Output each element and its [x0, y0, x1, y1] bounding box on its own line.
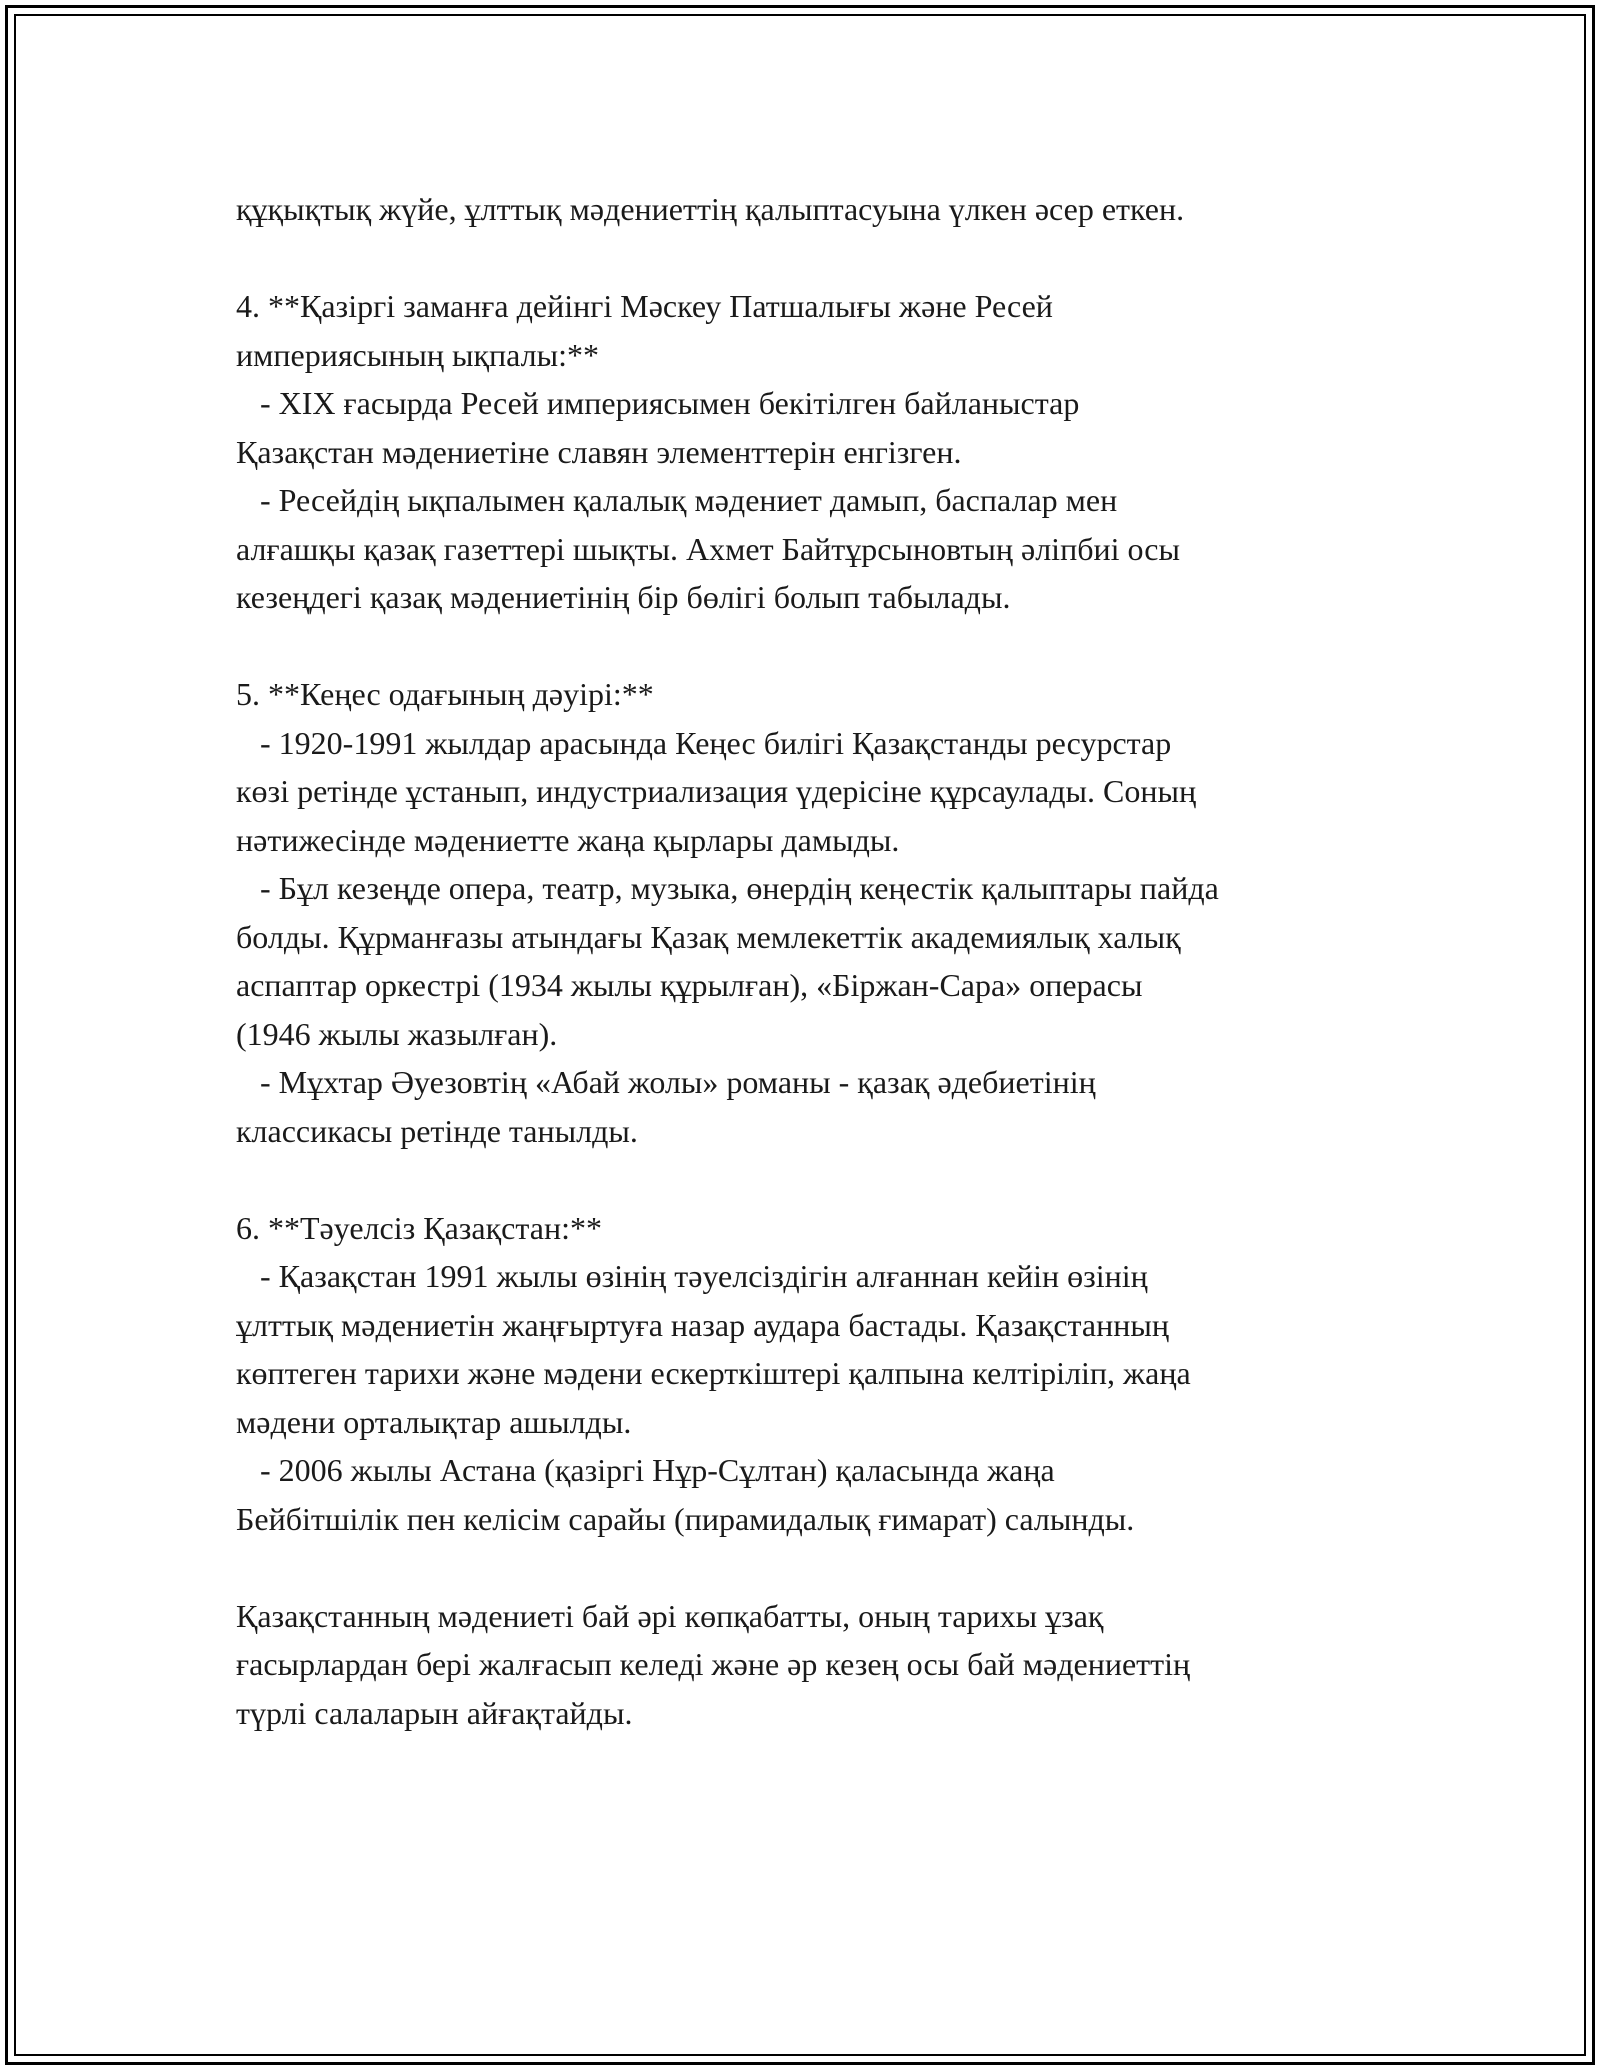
- text-line: Қазақстан мәдениетіне славян элементтерін енгізген.: [236, 433, 962, 470]
- text-line: Бейбітшілік пен келісім сарайы (пирамидалық ғимарат) салынды.: [236, 1500, 1135, 1537]
- text-line: алғашқы қазақ газеттері шықты. Ахмет Байтұрсыновтың әліпбиі осы: [236, 530, 1180, 567]
- text-line: құқықтық жүйе, ұлттық мәдениеттің қалыптасуына үлкен әсер еткен.: [236, 191, 1185, 227]
- blank-line: [236, 1155, 1386, 1204]
- text-line: (1946 жылы жазылған).: [236, 1015, 558, 1052]
- document-body: [236, 185, 1386, 1737]
- blank-line: [236, 234, 1386, 283]
- section-heading: империясының ықпалы:**: [236, 336, 600, 373]
- text-line: көзі ретінде ұстанып, индустриализация үдерісіне құрсаулады. Соның: [236, 773, 1197, 809]
- text-line: аспаптар оркестрі (1934 жылы құрылған), «Біржан-Сара» операсы: [236, 967, 1143, 1003]
- text-line: - Бұл кезеңде опера, театр, музыка, өнердің кеңестік қалыптары пайда: [236, 870, 1219, 906]
- text-line: мәдени орталықтар ашылды.: [236, 1403, 632, 1440]
- blank-line: [236, 622, 1386, 671]
- text-line: ғасырлардан бері жалғасып келеді және әр кезең осы бай мәдениеттің: [236, 1646, 1191, 1682]
- text-line: - Мұхтар Әуезовтің «Абай жолы» романы - қазақ әдебиетінің: [236, 1064, 1096, 1100]
- text-line: түрлі салаларын айғақтайды.: [236, 1694, 633, 1731]
- section-heading: 5. **Кеңес одағының дәуірі:**: [236, 676, 654, 712]
- text-line: көптеген тарихи және мәдени ескерткіштері қалпына келтіріліп, жаңа: [236, 1355, 1191, 1391]
- section-heading: 4. **Қазіргі заманға дейінгі Мәскеу Патшалығы және Ресей: [236, 288, 1053, 324]
- text-line: - Ресейдің ықпалымен қалалық мәдениет дамып, баспалар мен: [236, 482, 1118, 518]
- text-line: нәтижесінде мәдениетте жаңа қырлары дамыды.: [236, 821, 900, 858]
- text-line: Қазақстанның мәдениеті бай әрі көпқабатты, оның тарихы ұзақ: [236, 1597, 1104, 1634]
- text-line: - XIX ғасырда Ресей империясымен бекітілген байланыстар: [236, 385, 1080, 421]
- text-line: болды. Құрманғазы атындағы Қазақ мемлекеттік академиялық халық: [236, 918, 1181, 955]
- text-line: - 2006 жылы Астана (қазіргі Нұр-Сұлтан) қаласында жаңа: [236, 1452, 1055, 1488]
- text-line: кезеңдегі қазақ мәдениетінің бір бөлігі болып табылады.: [236, 579, 1011, 615]
- text-line: ұлттық мәдениетін жаңғыртуға назар аудара бастады. Қазақстанның: [236, 1306, 1169, 1343]
- text-line: - 1920-1991 жылдар арасында Кеңес билігі Қазақстанды ресурстар: [236, 724, 1172, 761]
- blank-line: [236, 1543, 1386, 1592]
- text-line: классикасы ретінде танылды.: [236, 1112, 638, 1149]
- text-line: - Қазақстан 1991 жылы өзінің тәуелсіздігін алғаннан кейін өзінің: [236, 1258, 1148, 1294]
- section-heading: 6. **Тәуелсіз Қазақстан:**: [236, 1209, 602, 1246]
